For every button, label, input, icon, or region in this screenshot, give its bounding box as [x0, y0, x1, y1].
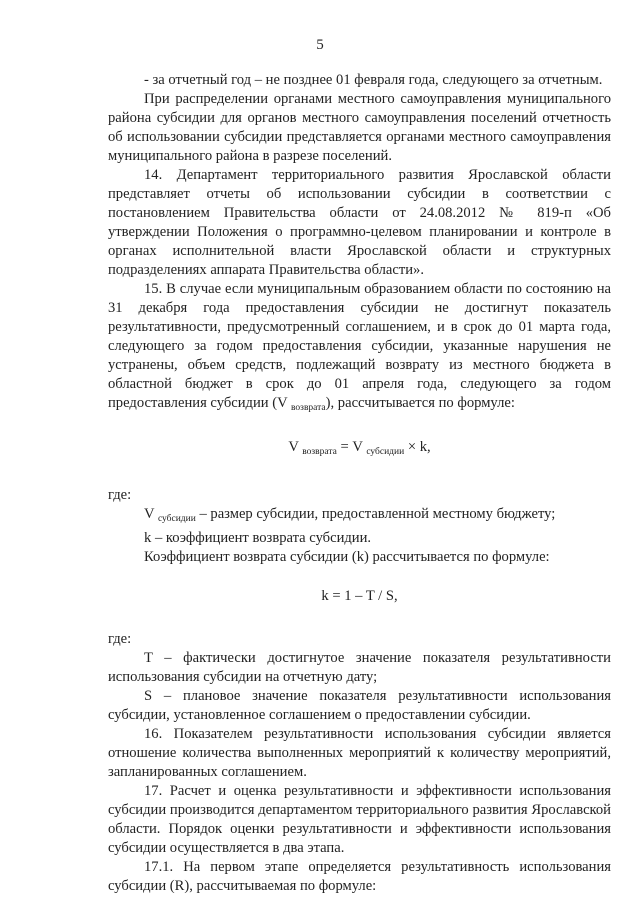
formula1-tail: × k, [404, 439, 431, 455]
definition-s: S – плановое значение показателя результативности использования субсидии, установленное соглашением о предоставлении субсидии. [108, 688, 611, 723]
k-intro: Коэффициент возврата субсидии (k) рассчитывается по формуле: [144, 549, 550, 565]
paragraph-16: 16. Показателем результативности использования субсидии является отношение количества выполненных мероприятий к количеству мероприятий, запланированных соглашением. [108, 726, 611, 780]
paragraph-15-text: 15. В случае если муниципальным образованием области по состоянию на 31 декабря года предоставления субсидии не достигнут показатель результативности, предусмотренный соглашением, и в срок до 01 марта года, следующего за годом предоставления субсидии, указанные нарушения не устранены, объем средств, подлежащий возврату из местного бюджета в областной бюджет в срок до 01 апреля года, следующего за годом предоставления субсидии (V [108, 281, 611, 411]
paragraph-17-1: 17.1. На первом этапе определяется результативность использования субсидии (R), рассчитываемая по формуле: [108, 859, 611, 894]
paragraph-15-subscript: возврата [291, 403, 326, 413]
where-label-1: где: [108, 487, 132, 503]
formula1-mid: = V [336, 439, 367, 455]
formula1-sub-return: возврата [302, 447, 337, 457]
paragraph-deadline: - за отчетный год – не позднее 01 февраля года, следующего за отчетным. [144, 72, 603, 88]
formula1-sub-subsidy: субсидии [366, 447, 405, 457]
definition-k: k – коэффициент возврата субсидии. [144, 530, 372, 546]
def-v-subscript: субсидии [157, 514, 196, 524]
def-v-text: – размер субсидии, предоставленной местному бюджету; [195, 506, 556, 522]
paragraph-15-tail: ), рассчитывается по формуле: [325, 395, 515, 411]
paragraph-14: 14. Департамент территориального развития Ярославской области представляет отчеты об использовании субсидии в соответствии с постановлением Правительства области от 24.08.2012 № 819-п «Об утверждении Положения о программно-целевом планировании и контроле в органах исполнительной власти Ярославской области и структурных подразделениях аппарата Правительства области». [108, 167, 611, 278]
definition-v-subsidy [144, 505, 611, 529]
definition-t: T – фактически достигнутое значение показателя результативности использования субсидии на отчетную дату; [108, 650, 611, 685]
where-label-2: где: [108, 631, 132, 647]
formula1-v: V [288, 439, 303, 455]
formula-return-volume [108, 438, 611, 462]
paragraph-17: 17. Расчет и оценка результативности и эффективности использования субсидии производится департаментом территориального развития Ярославской области. Порядок оценки результативности и эффективности использования субсидии осуществляется в два этапа. [108, 783, 611, 856]
formula-k: k = 1 – T / S, [321, 588, 398, 604]
document-body [108, 71, 611, 896]
paragraph-15 [108, 280, 611, 418]
paragraph-distribution: При распределении органами местного самоуправления муниципального района субсидии для органов местного самоуправления поселений отчетность об использовании субсидии представляется органами местного самоуправления муниципального района в разрезе поселений. [108, 91, 611, 164]
page-number: 5 [316, 37, 324, 53]
def-v-symbol: V [144, 506, 158, 522]
